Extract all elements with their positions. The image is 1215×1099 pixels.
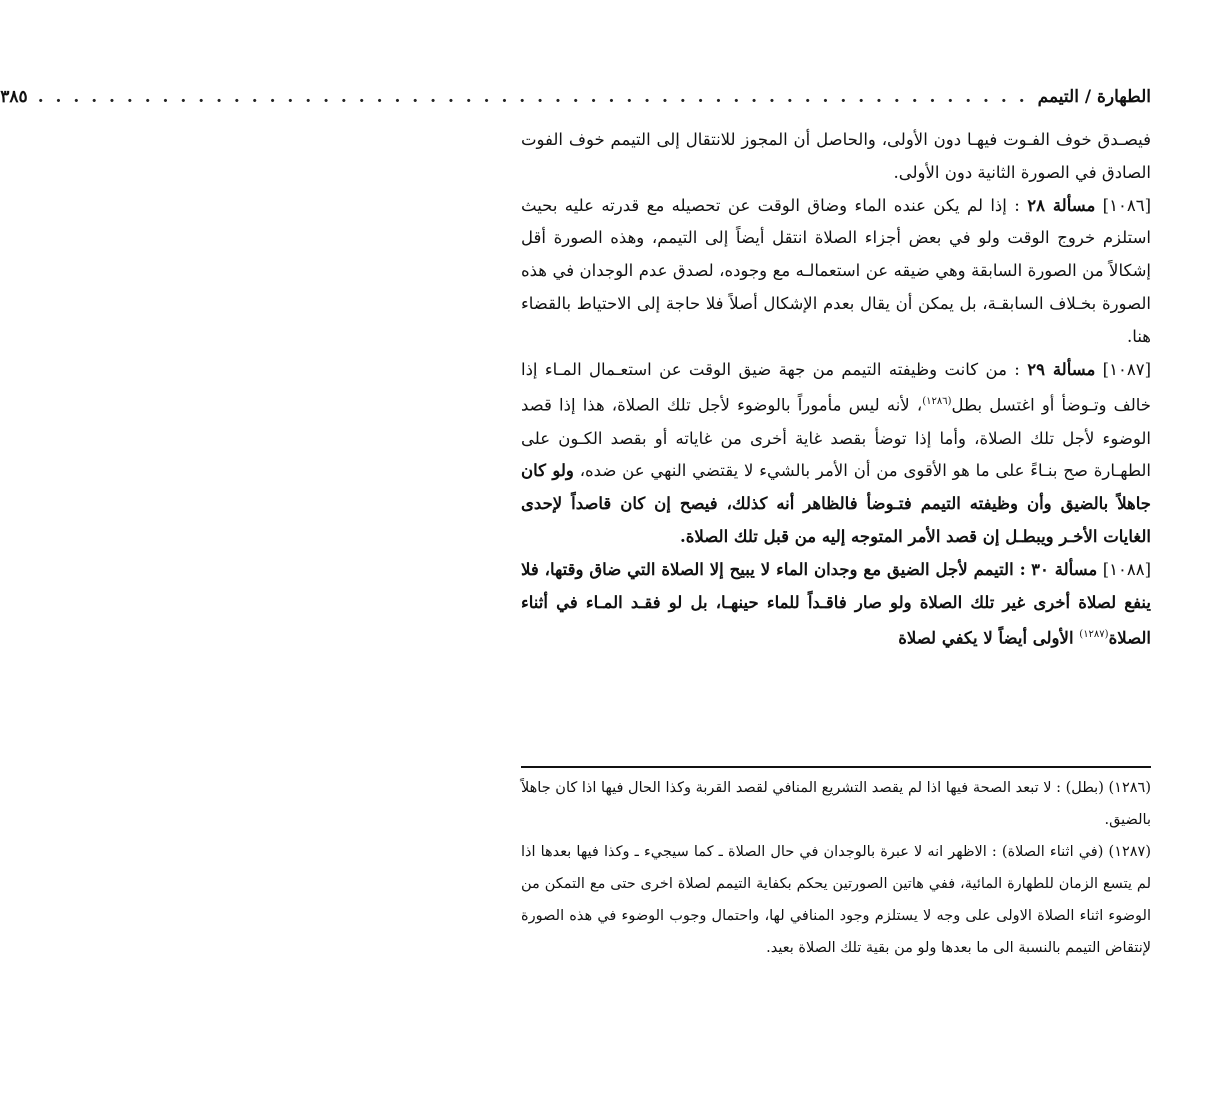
footnote-number: (١٢٨٧) [1108,844,1152,860]
header-title: الطهارة / التيمم [1037,87,1151,107]
paragraph-continuation [521,124,1151,190]
footnote-title: (بطل) [1065,780,1104,796]
issue-label: مسألة ٢٨ [1027,195,1096,215]
footnote-reference[interactable]: (١٢٨٧) [1079,629,1109,641]
paragraph-text: فيصـدق خوف الفـوت فيهـا دون الأولى، والحاصل أن المجوز للانتقال إلى التيمم خوف الفوت الصادق في الصورة الثانية دون الأولى. [521,130,1151,182]
footnote-1286 [521,772,1151,836]
issue-paragraph-30 [521,554,1151,656]
paragraph-text: : من كانت وظيفته التيمم من جهة ضيق الوقت عن استعـمال المـاء إذا خالف وتـوضأ أو اغتسل بطل [521,359,1151,415]
issue-label: مسألة ٢٩ [1027,359,1096,379]
header-dot-leader: . . . . . . . . . . . . . . . . . . . . . . . . . . . . . . . . . . . . . . . . . . . . . . . . . . . . . . . . [37,87,1028,107]
issue-label: مسألة ٣٠ [1031,559,1098,579]
footnotes-section [521,772,1151,964]
paragraph-bold-text: : التيمم لأجل الضيق مع وجدان الماء لا يبيح إلا الصلاة التي ضاق وقتها، فلا ينفع لصلاة أخرى غير تلك الصلاة ولو صار فاقـداً للماء حينهـا، بل لو فقـد المـاء في أثناء الصلاة [521,559,1151,648]
footnote-reference[interactable]: (١٢٨٦) [922,396,952,408]
page-number: ٣٨٥ [0,87,28,107]
page-content [0,80,1152,656]
paragraph-text: ، لأنه ليس مأموراً بالوضوء لأجل تلك الصلاة، هذا إذا قصد الوضوء لأجل تلك الصلاة، وأما إذا توضأ بقصد غاية أخرى من غاياته أو بقصد الكـون على الطهـارة صح بنـاءً على ما هو الأقوى من أن الأمر بالشيء لا يقتضي النهي عن ضده، [521,395,1151,481]
footnote-title: (في اثناء الصلاة) [1001,844,1104,860]
issue-number: [١٠٨٦] [1102,195,1151,215]
running-header [0,80,1151,114]
footnote-text: : لا تبعد الصحة فيها اذا لم يقصد التشريع المنافي لقصد القربة وكذا الحال فيها اذا كان جاهلاً بالضيق. [521,780,1151,828]
issue-number: [١٠٨٧] [1102,359,1151,379]
footnote-separator [521,766,1151,768]
issue-paragraph-28 [521,190,1151,354]
footnote-number: (١٢٨٦) [1108,780,1151,796]
paragraph-bold-text: ولو كان جاهلاً بالضيق وأن وظيفته التيمم فتـوضأ فالظاهر أنه كذلك، فيصح إن كان قاصداً لإحدى الغايات الأخـر ويبطـل إن قصد الأمر المتوجه إليه من قبل تلك الصلاة. [521,461,1151,547]
issue-paragraph-29 [521,354,1151,554]
footnote-text: : الاظهر انه لا عبرة بالوجدان في حال الصلاة ـ كما سيجيء ـ وكذا فيها بعدها اذا لم يتسع الزمان للطهارة المائية، ففي هاتين الصورتين يحكم بكفاية التيمم لصلاة اخرى حتى مع التمكن من الوضوء اثناء الصلاة الاولى على وجه لا يستلزم وجود المنافي لها، واحتمال وجوب الوضوء في هذه الصورة لإنتقاض التيمم بالنسبة الى ما بعدها ولو من بقية تلك الصلاة بعيد. [521,844,1151,956]
main-text [521,124,1151,656]
footnote-1287 [521,836,1151,964]
paragraph-bold-text: الأولى أيضاً لا يكفي لصلاة [898,628,1080,648]
issue-number: [١٠٨٨] [1102,559,1152,579]
paragraph-text: : إذا لم يكن عنده الماء وضاق الوقت عن تحصيله مع قدرته عليه بحيث استلزم خروج الوقت ولو في بعض أجزاء الصلاة انتقل أيضاً إلى التيمم، وهذه الصورة أقل إشكالاً من الصورة السابقة وهي ضيقه عن استعمالـه مع وجوده، لصدق عدم الوجدان في هذه الصورة بخـلاف السابقـة، بل يمكن أن يقال بعدم الإشكال أصلاً فلا حاجة إلى الاحتياط بالقضاء هنا. [521,195,1151,346]
